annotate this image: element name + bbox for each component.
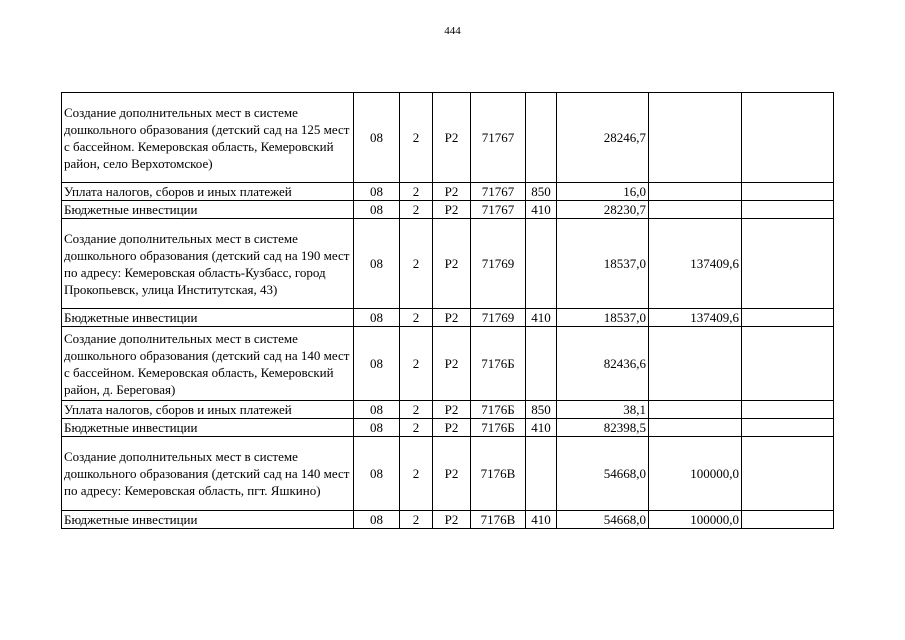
amount-year-1: 54668,0 <box>557 437 649 511</box>
expense-type-code: 410 <box>526 201 557 219</box>
program-code: Р2 <box>433 183 471 201</box>
target-article-code: 71769 <box>471 309 526 327</box>
amount-year-1: 28230,7 <box>557 201 649 219</box>
subsection-code: 2 <box>400 401 433 419</box>
expense-type-code <box>526 327 557 401</box>
program-code: Р2 <box>433 219 471 309</box>
section-code: 08 <box>354 219 400 309</box>
section-code: 08 <box>354 183 400 201</box>
target-article-code: 71767 <box>471 93 526 183</box>
amount-year-3 <box>742 401 834 419</box>
section-code: 08 <box>354 201 400 219</box>
amount-year-2: 100000,0 <box>649 511 742 529</box>
amount-year-1: 18537,0 <box>557 219 649 309</box>
amount-year-3 <box>742 183 834 201</box>
amount-year-2 <box>649 93 742 183</box>
subsection-code: 2 <box>400 511 433 529</box>
amount-year-1: 28246,7 <box>557 93 649 183</box>
expense-type-code: 410 <box>526 309 557 327</box>
subsection-code: 2 <box>400 219 433 309</box>
amount-year-2 <box>649 183 742 201</box>
target-article-code: 7176Б <box>471 419 526 437</box>
amount-year-3 <box>742 309 834 327</box>
program-code: Р2 <box>433 401 471 419</box>
expense-type-code <box>526 437 557 511</box>
section-code: 08 <box>354 419 400 437</box>
amount-year-3 <box>742 201 834 219</box>
row-name: Бюджетные инвестиции <box>62 511 354 529</box>
expense-type-code <box>526 93 557 183</box>
row-name: Создание дополнительных мест в системе дошкольного образования (детский сад на 140 мест с бассейном. Кемеровская область, Кемеровский район, д. Береговая) <box>62 327 354 401</box>
section-code: 08 <box>354 437 400 511</box>
target-article-code: 7176В <box>471 437 526 511</box>
section-code: 08 <box>354 401 400 419</box>
table-row <box>62 401 834 419</box>
table-row <box>62 201 834 219</box>
target-article-code: 71769 <box>471 219 526 309</box>
amount-year-3 <box>742 511 834 529</box>
subsection-code: 2 <box>400 437 433 511</box>
table-row <box>62 327 834 401</box>
subsection-code: 2 <box>400 93 433 183</box>
target-article-code: 7176Б <box>471 401 526 419</box>
amount-year-3 <box>742 437 834 511</box>
subsection-code: 2 <box>400 309 433 327</box>
expense-type-code <box>526 219 557 309</box>
amount-year-1: 82398,5 <box>557 419 649 437</box>
amount-year-3 <box>742 219 834 309</box>
program-code: Р2 <box>433 93 471 183</box>
row-name: Создание дополнительных мест в системе дошкольного образования (детский сад на 140 мест по адресу: Кемеровская область, пгт. Яшкино) <box>62 437 354 511</box>
amount-year-3 <box>742 93 834 183</box>
row-name: Уплата налогов, сборов и иных платежей <box>62 401 354 419</box>
section-code: 08 <box>354 309 400 327</box>
table-row <box>62 183 834 201</box>
amount-year-3 <box>742 327 834 401</box>
amount-year-2 <box>649 401 742 419</box>
program-code: Р2 <box>433 419 471 437</box>
target-article-code: 7176В <box>471 511 526 529</box>
amount-year-1: 16,0 <box>557 183 649 201</box>
amount-year-2: 100000,0 <box>649 437 742 511</box>
table-row <box>62 93 834 183</box>
amount-year-2: 137409,6 <box>649 309 742 327</box>
amount-year-1: 18537,0 <box>557 309 649 327</box>
row-name: Создание дополнительных мест в системе дошкольного образования (детский сад на 190 мест по адресу: Кемеровская область-Кузбасс, город Прокопьевск, улица Институтская, 43) <box>62 219 354 309</box>
amount-year-2 <box>649 327 742 401</box>
row-name: Бюджетные инвестиции <box>62 419 354 437</box>
expense-type-code: 410 <box>526 419 557 437</box>
section-code: 08 <box>354 93 400 183</box>
amount-year-2 <box>649 201 742 219</box>
program-code: Р2 <box>433 437 471 511</box>
table-row <box>62 437 834 511</box>
program-code: Р2 <box>433 511 471 529</box>
subsection-code: 2 <box>400 183 433 201</box>
amount-year-1: 54668,0 <box>557 511 649 529</box>
amount-year-1: 38,1 <box>557 401 649 419</box>
subsection-code: 2 <box>400 327 433 401</box>
target-article-code: 71767 <box>471 183 526 201</box>
table-row <box>62 511 834 529</box>
subsection-code: 2 <box>400 419 433 437</box>
budget-table <box>61 92 834 529</box>
amount-year-2 <box>649 419 742 437</box>
section-code: 08 <box>354 327 400 401</box>
amount-year-3 <box>742 419 834 437</box>
target-article-code: 7176Б <box>471 327 526 401</box>
program-code: Р2 <box>433 327 471 401</box>
expense-type-code: 850 <box>526 183 557 201</box>
row-name: Создание дополнительных мест в системе дошкольного образования (детский сад на 125 мест с бассейном. Кемеровская область, Кемеровский район, село Верхотомское) <box>62 93 354 183</box>
row-name: Бюджетные инвестиции <box>62 309 354 327</box>
subsection-code: 2 <box>400 201 433 219</box>
program-code: Р2 <box>433 309 471 327</box>
page-number: 444 <box>444 25 461 37</box>
table-row <box>62 419 834 437</box>
row-name: Бюджетные инвестиции <box>62 201 354 219</box>
program-code: Р2 <box>433 201 471 219</box>
table-row <box>62 219 834 309</box>
section-code: 08 <box>354 511 400 529</box>
target-article-code: 71767 <box>471 201 526 219</box>
expense-type-code: 850 <box>526 401 557 419</box>
amount-year-2: 137409,6 <box>649 219 742 309</box>
row-name: Уплата налогов, сборов и иных платежей <box>62 183 354 201</box>
amount-year-1: 82436,6 <box>557 327 649 401</box>
expense-type-code: 410 <box>526 511 557 529</box>
table-row <box>62 309 834 327</box>
